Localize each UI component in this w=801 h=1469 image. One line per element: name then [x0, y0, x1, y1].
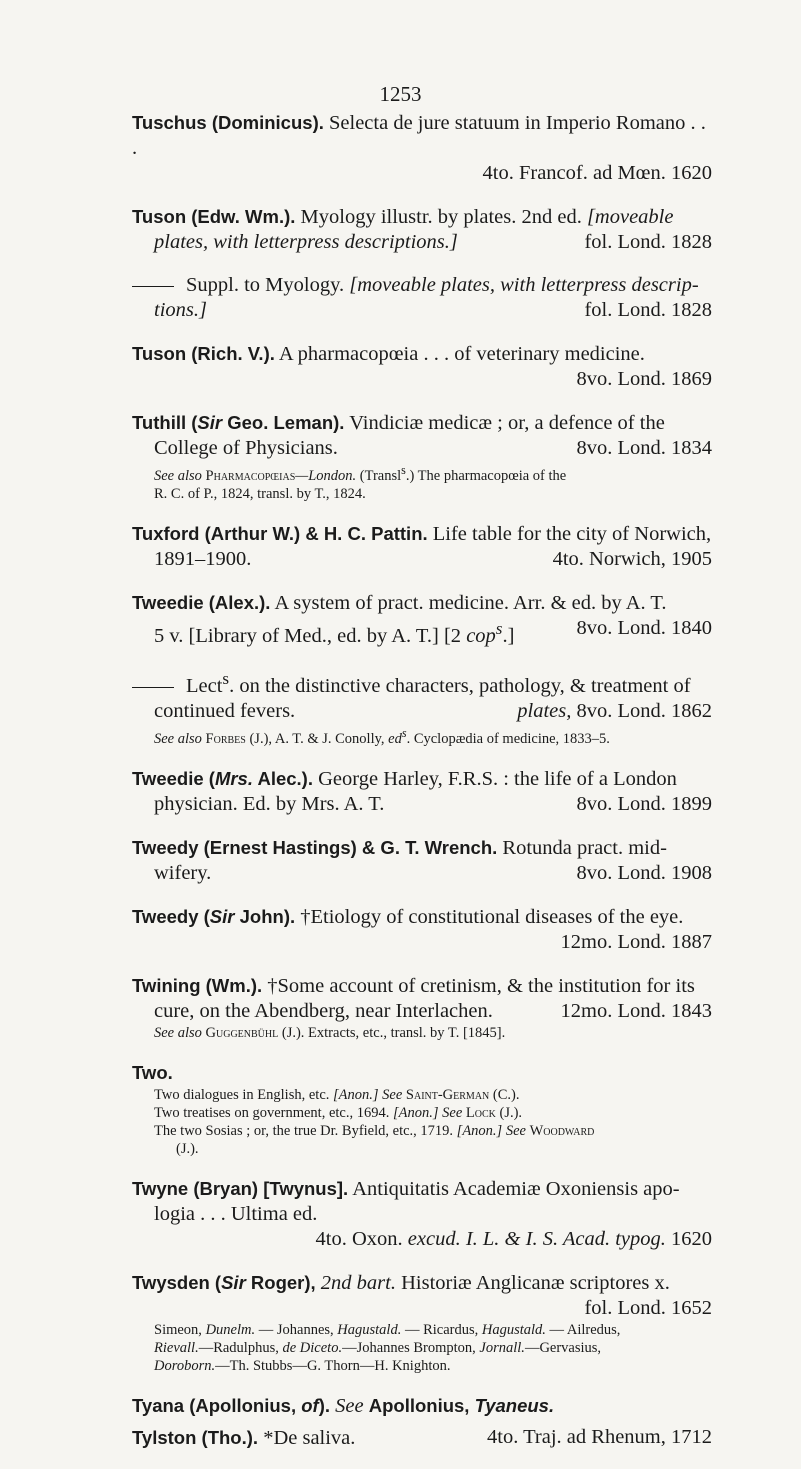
- entry-title: Vindiciæ medicæ ; or, a defence of the: [349, 412, 665, 434]
- entry-imprint: 4to. Francof. ad Mœn. 1620: [482, 162, 712, 184]
- entry-cross-reference: Two dialogues in English, etc. [Anon.] See Saint-German (C.). Two treatises on government, etc., 1694. [Anon.] See Lock (J.). The two Sosias ; or, the true Dr. Byfield, etc., 1719. [Anon.] See Woodward (J.).: [154, 1087, 595, 1158]
- entry-contents-note: Simeon, Dunelm. — Johannes, Hagustald. — Ricardus, Hagustald. — Ailredus, Rievall.—Radulphus, de Diceto.—Johannes Brompton, Jornall.—Gervasius, Doroborn.—Th. Stubbs—G. Thorn—H. Knighton.: [154, 1322, 621, 1375]
- cross-reference-target: Apollonius, Tyaneus.: [368, 1395, 555, 1417]
- entry-imprint: 8vo. Lond. 1908: [576, 862, 712, 885]
- entry-title: A system of pract. medicine. Arr. & ed. by A. T.: [274, 591, 667, 614]
- entry-title: George Harley, F.R.S. : the life of a London: [318, 768, 677, 791]
- entry-tweedy-john: [132, 904, 712, 955]
- entry-title-cont: cure, on the Abendberg, near Interlachen.: [154, 1000, 493, 1023]
- entry-imprint: 12mo. Lond. 1887: [560, 931, 712, 954]
- entry-tyana: [132, 1393, 712, 1419]
- entry-author: Tuson (Edw. Wm.).: [132, 206, 296, 227]
- entry-author: Tuthill (Sir Geo. Leman).: [132, 412, 345, 433]
- entry-imprint: 12mo. Lond. 1843: [560, 1000, 712, 1023]
- entry-author: Twining (Wm.).: [132, 975, 263, 997]
- entry-note-italic: [moveable plates, with letterpress descrip-: [349, 274, 699, 296]
- entry-imprint: fol. Lond. 1828: [584, 299, 712, 321]
- entry-author: Tuson (Rich. V.).: [132, 343, 275, 364]
- entry-tweedie-mrs: [132, 766, 712, 817]
- entry-imprint: 4to. Traj. ad Rhenum, 1712: [487, 1426, 712, 1449]
- entry-tweedie-lects: [132, 667, 712, 749]
- entry-author: Tylston (Tho.).: [132, 1427, 259, 1449]
- entry-title: A pharmacopœia . . . of veterinary medicine.: [278, 343, 645, 365]
- entry-author: Tweedy (Ernest Hastings) & G. T. Wrench.: [132, 837, 498, 859]
- entry-title: Lect$^s$. on the distinctive characters, pathology, & treatment of: [186, 669, 691, 698]
- see-label: See: [335, 1395, 364, 1418]
- entry-title-cont: tions.]: [154, 299, 207, 321]
- entry-imprint: 4to. Oxon. excud. I. L. & I. S. Acad. typog. 1620: [315, 1228, 712, 1251]
- entry-title: Life table for the city of Norwich,: [432, 522, 712, 545]
- entry-title-cont: 1891–1900.: [154, 547, 252, 570]
- entry-author: Tweedie (Alex.).: [132, 591, 271, 613]
- entry-author: Two.: [132, 1062, 173, 1084]
- entry-title-cont: wifery.: [154, 862, 212, 885]
- entry-author: Tweedie (Mrs. Alec.).: [132, 768, 313, 790]
- entry-note-italic: [moveable: [586, 206, 674, 228]
- entry-author-title: 2nd bart.: [320, 1272, 396, 1295]
- entry-title: Selecta de jure statuum in Imperio Romano . . .: [132, 112, 706, 159]
- entry-imprint: fol. Lond. 1652: [584, 1297, 712, 1320]
- entry-tuson-rich: [132, 341, 712, 392]
- entry-title-cont: 5 v. [Library of Med., ed. by A. T.] [2 cop$^s$.]: [154, 618, 515, 647]
- catalogue-entries: [132, 110, 712, 1469]
- entry-twysden: [132, 1270, 712, 1375]
- entry-cross-reference: See also Guggenbühl (J.). Extracts, etc., transl. by T. [1845].: [154, 1025, 506, 1042]
- entry-tuthill: [132, 410, 712, 503]
- entry-tweedie-system: [132, 590, 712, 649]
- entry-imprint: 8vo. Lond. 1869: [576, 368, 712, 390]
- entry-tuson-myology: [132, 204, 712, 255]
- entry-imprint: 8vo. Lond. 1899: [576, 793, 712, 816]
- entry-tuson-suppl: [132, 273, 712, 323]
- entry-tuschus: [132, 110, 712, 186]
- ditto-dash: [132, 286, 174, 287]
- entry-title: Antiquitatis Academiæ Oxoniensis apo-: [352, 1178, 680, 1201]
- entry-imprint: 8vo. Lond. 1834: [576, 437, 712, 459]
- entry-title-cont: physician. Ed. by Mrs. A. T.: [154, 793, 385, 816]
- entry-title: Historiæ Anglicanæ scriptores x.: [401, 1272, 670, 1295]
- entry-title-cont: continued fevers.: [154, 700, 296, 723]
- entry-author: Twysden (Sir Roger),: [132, 1272, 316, 1294]
- ditto-dash: [132, 687, 174, 688]
- entry-cross-reference: See also Forbes (J.), A. T. & J. Conolly, $ed^s$. Cyclopædia of medicine, 1833–5.: [154, 726, 610, 748]
- entry-title: †Etiology of constitutional diseases of the eye.: [300, 906, 684, 929]
- entry-imprint: plates, 8vo. Lond. 1862: [517, 700, 712, 723]
- entry-author: Tuxford (Arthur W.) & H. C. Pattin.: [132, 522, 428, 544]
- entry-title-cont: logia . . . Ultima ed.: [154, 1203, 318, 1226]
- entry-title: Myology illustr. by plates. 2nd ed.: [300, 206, 582, 228]
- entry-author: Tweedy (Sir John).: [132, 906, 296, 928]
- entry-tuxford: [132, 521, 712, 572]
- entry-cross-reference: See also Pharmacopœias—London. (Transl$^s$.) The pharmacopœia of the R. C. of P., 1824, transl. by T., 1824.: [154, 463, 567, 502]
- entry-twining: [132, 973, 712, 1042]
- entry-title: Rotunda pract. mid-: [502, 837, 667, 860]
- entry-author: Tyana (Apollonius, of).: [132, 1395, 331, 1417]
- entry-two: [132, 1060, 712, 1158]
- entry-imprint: 4to. Norwich, 1905: [552, 547, 712, 570]
- entry-imprint: fol. Lond. 1828: [584, 231, 712, 253]
- entry-imprint: 8vo. Lond. 1840: [576, 616, 712, 639]
- entry-title: Suppl. to Myology.: [186, 274, 345, 296]
- entry-title-cont: plates, with letterpress descriptions.]: [154, 231, 458, 253]
- entry-author: Twyne (Bryan) [Twynus].: [132, 1178, 349, 1200]
- entry-twyne: [132, 1176, 712, 1252]
- entry-title: †Some account of cretinism, & the institution for its: [267, 975, 695, 998]
- entry-tweedy-ernest: [132, 835, 712, 886]
- page-number: 1253: [379, 82, 422, 106]
- entry-title: *De saliva.: [263, 1427, 356, 1450]
- entry-tylston: [132, 1425, 712, 1451]
- entry-title-cont: College of Physicians.: [154, 437, 338, 459]
- entry-author: Tuschus (Dominicus).: [132, 112, 324, 133]
